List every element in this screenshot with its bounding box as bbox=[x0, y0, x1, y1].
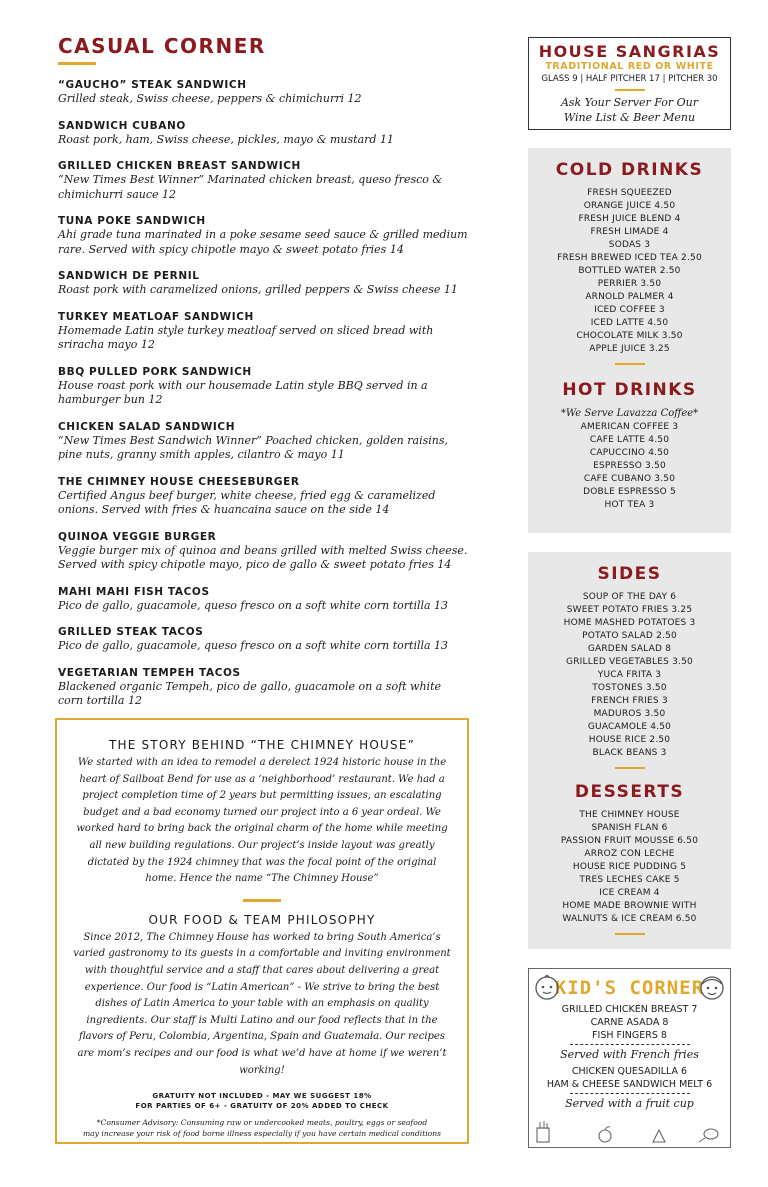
drink-item: ESPRESSO 3.50 bbox=[593, 461, 666, 471]
menu-item-description: Veggie burger mix of quinoa and beans grilled with melted Swiss cheese. Served with spicy chipotle mayo, pico de gallo & sweet potato fries 14 bbox=[58, 543, 468, 571]
side-item: GRILLED VEGETABLES 3.50 bbox=[566, 657, 693, 667]
drink-item: PERRIER 3.50 bbox=[597, 279, 662, 289]
lavazza-note: *We Serve Lavazza Coffee* bbox=[560, 408, 699, 419]
menu-item-description: Blackened organic Tempeh, pico de gallo, guacamole on a soft white corn tortilla 12 bbox=[58, 679, 442, 707]
menu-item-description: “New Times Best Winner” Marinated chicken breast, queso fresco & chimichurri sauce 12 bbox=[58, 173, 443, 201]
gratuity-line-2: FOR PARTIES OF 6+ - GRATUITY OF 20% ADDED TO CHECK bbox=[135, 1102, 389, 1111]
drink-item: FRESH JUICE BLEND 4 bbox=[578, 214, 681, 224]
dessert-item: HOUSE RICE PUDDING 5 bbox=[572, 862, 687, 872]
advisory-line-2: may increase your risk of food borne illness especially if you have certain medical conditions bbox=[82, 1128, 442, 1138]
menu-item-name: “GAUCHO” STEAK SANDWICH bbox=[58, 79, 247, 91]
dessert-item: PASSION FRUIT MOUSSE 6.50 bbox=[560, 836, 699, 846]
menu-item bbox=[58, 270, 468, 298]
dessert-item: THE CHIMNEY HOUSE bbox=[579, 810, 680, 820]
dessert-item: ARROZ CON LECHE bbox=[584, 849, 675, 859]
side-item: SWEET POTATO FRIES 3.25 bbox=[566, 605, 693, 615]
side-item: FRENCH FRIES 3 bbox=[591, 696, 668, 706]
gratuity-line-1: GRATUITY NOT INCLUDED - MAY WE SUGGEST 18% bbox=[152, 1092, 372, 1101]
menu-item-name: SANDWICH DE PERNIL bbox=[58, 270, 200, 282]
side-item: YUCA FRITA 3 bbox=[597, 670, 662, 680]
sangria-note-2: Wine List & Beer Menu bbox=[563, 111, 696, 124]
drink-item: ARNOLD PALMER 4 bbox=[585, 292, 674, 302]
side-item: SOUP OF THE DAY 6 bbox=[582, 592, 677, 602]
casual-items-list bbox=[58, 79, 468, 709]
menu-item-description: Roast pork with caramelized onions, grilled peppers & Swiss cheese 11 bbox=[58, 283, 458, 296]
sides-desserts-panel bbox=[528, 552, 731, 949]
menu-item-description: Grilled steak, Swiss cheese, peppers & chimichurri 12 bbox=[58, 92, 362, 105]
menu-item bbox=[58, 626, 468, 654]
kids-menu-item: CHICKEN QUESADILLA 6 bbox=[571, 1066, 688, 1077]
kid-face-icon bbox=[698, 973, 726, 1001]
desserts-title: DESSERTS bbox=[574, 782, 685, 802]
menu-item-name: BBQ PULLED PORK SANDWICH bbox=[58, 365, 252, 378]
menu-item-name: GRILLED STEAK TACOS bbox=[58, 626, 204, 638]
sides-divider bbox=[615, 767, 645, 769]
kids-menu-item: HAM & CHEESE SANDWICH MELT 6 bbox=[546, 1079, 713, 1090]
sangria-subtitle: TRADITIONAL RED OR WHITE bbox=[545, 61, 714, 72]
kids-menu-item: GRILLED CHICKEN BREAST 7 bbox=[561, 1004, 698, 1015]
menu-item-name: SANDWICH CUBANO bbox=[58, 119, 186, 132]
menu-item-name: MAHI MAHI FISH TACOS bbox=[58, 585, 210, 598]
philosophy-heading: OUR FOOD & TEAM PHILOSOPHY bbox=[148, 912, 376, 927]
menu-item-name: QUINOA VEGGIE BURGER bbox=[58, 530, 217, 543]
menu-item-description: Pico de gallo, guacamole, queso fresco on a soft white corn tortilla 13 bbox=[58, 598, 449, 612]
menu-item bbox=[58, 421, 468, 463]
dessert-item: ICE CREAM 4 bbox=[599, 888, 660, 898]
menu-item-description: “New Times Best Sandwich Winner” Poached chicken, golden raisins, pine nuts, granny smith apples, cilantro & mayo 11 bbox=[58, 433, 448, 461]
drink-item: CAFE LATTE 4.50 bbox=[589, 435, 670, 445]
kids-menu-item: CARNE ASADA 8 bbox=[590, 1017, 669, 1028]
side-item: MADUROS 3.50 bbox=[593, 709, 666, 719]
drinks-panel bbox=[528, 148, 731, 533]
drink-item: AMERICAN COFFEE 3 bbox=[580, 422, 679, 432]
sides-title: SIDES bbox=[597, 564, 662, 584]
cold-drinks-divider bbox=[615, 363, 645, 365]
sides-list bbox=[528, 591, 731, 760]
menu-item-description: House roast pork with our housemade Latin style BBQ served in a hamburger bun 12 bbox=[58, 378, 428, 406]
menu-item bbox=[58, 531, 468, 573]
menu-item bbox=[58, 667, 468, 709]
gratuity-note bbox=[73, 1091, 451, 1111]
menu-item bbox=[58, 79, 468, 107]
kids-group-2 bbox=[529, 1065, 730, 1091]
hot-drinks-list bbox=[528, 421, 731, 512]
kids-note-fruit: Served with a fruit cup bbox=[565, 1097, 694, 1110]
menu-item bbox=[58, 311, 468, 353]
sangria-box bbox=[528, 37, 731, 130]
kids-corner-box bbox=[528, 968, 731, 1148]
drink-item: FRESH LIMADE 4 bbox=[590, 227, 669, 237]
menu-item-name: VEGETARIAN TEMPEH TACOS bbox=[58, 666, 241, 679]
sangria-prices: GLASS 9 | HALF PITCHER 17 | PITCHER 30 bbox=[541, 74, 718, 84]
sangria-note-1: Ask Your Server For Our bbox=[560, 96, 699, 109]
side-item: BLACK BEANS 3 bbox=[592, 748, 667, 758]
sangria-divider bbox=[615, 89, 645, 91]
casual-corner-section bbox=[58, 34, 468, 722]
menu-item-description: Homemade Latin style turkey meatloaf served on sliced bread with sriracha mayo 12 bbox=[58, 323, 434, 351]
sangria-title: HOUSE SANGRIAS bbox=[538, 42, 721, 61]
consumer-advisory bbox=[73, 1118, 451, 1139]
dessert-item: HOME MADE BROWNIE WITH bbox=[562, 901, 697, 911]
side-item: HOUSE RICE 2.50 bbox=[588, 735, 671, 745]
hot-drinks-title: HOT DRINKS bbox=[562, 380, 697, 400]
menu-item bbox=[58, 215, 468, 257]
drink-item: CAPUCCINO 4.50 bbox=[589, 448, 670, 458]
kids-dashed-divider bbox=[570, 1044, 690, 1045]
menu-item-description: Roast pork, ham, Swiss cheese, pickles, mayo & mustard 11 bbox=[58, 132, 394, 146]
menu-item-description: Certified Angus beef burger, white cheese, fried egg & caramelized onions. Served with fries & huancaina sauce on the side 14 bbox=[58, 488, 436, 516]
menu-item-name: GRILLED CHICKEN BREAST SANDWICH bbox=[58, 160, 301, 172]
side-item: TOSTONES 3.50 bbox=[592, 683, 667, 693]
food-doodles-icon bbox=[535, 1120, 725, 1144]
kids-group-1 bbox=[529, 1003, 730, 1042]
cold-drinks-list bbox=[528, 187, 731, 356]
drink-item: CHOCOLATE MILK 3.50 bbox=[576, 331, 683, 341]
drink-item: ORANGE JUICE 4.50 bbox=[583, 201, 676, 211]
side-item: POTATO SALAD 2.50 bbox=[582, 631, 677, 641]
casual-corner-title: CASUAL CORNER bbox=[58, 34, 266, 58]
desserts-list bbox=[528, 809, 731, 926]
title-divider bbox=[58, 62, 96, 65]
side-item: GARDEN SALAD 8 bbox=[587, 644, 672, 654]
drink-item: FRESH BREWED ICED TEA 2.50 bbox=[557, 253, 702, 263]
menu-item-description: Ahi grade tuna marinated in a poke sesame seed sauce & grilled medium rare. Served with spicy chipotle mayo & sweet potato fries 14 bbox=[58, 228, 468, 256]
menu-item-name: CHICKEN SALAD SANDWICH bbox=[58, 420, 236, 433]
menu-item bbox=[58, 160, 468, 202]
drink-item: DOBLE ESPRESSO 5 bbox=[583, 487, 676, 497]
desserts-divider bbox=[615, 933, 645, 935]
kids-menu-item: FISH FINGERS 8 bbox=[592, 1030, 667, 1041]
drink-item: CAFE CUBANO 3.50 bbox=[583, 474, 676, 484]
dessert-item: WALNUTS & ICE CREAM 6.50 bbox=[562, 914, 697, 924]
story-heading: THE STORY BEHIND “THE CHIMNEY HOUSE” bbox=[108, 738, 416, 752]
kids-note-fries: Served with French fries bbox=[560, 1048, 699, 1061]
advisory-line-1: *Consumer Advisory: Consuming raw or undercooked meats, poultry, eggs or seafood bbox=[96, 1118, 428, 1128]
menu-item bbox=[58, 476, 468, 518]
menu-item bbox=[58, 366, 468, 408]
kids-dashed-divider-2 bbox=[570, 1093, 690, 1094]
side-item: GUACAMOLE 4.50 bbox=[587, 722, 672, 732]
drink-item: FRESH SQUEEZED bbox=[587, 188, 672, 198]
drink-item: HOT TEA 3 bbox=[604, 500, 655, 510]
story-divider bbox=[243, 899, 281, 902]
story-text: We started with an idea to remodel a derelect 1924 historic house in the heart of Sailboat Bend for use as a ‘neighborhood’ restaurant. We had a project completion time of 2 years but permitting issues, an escalating budget and a bad economy turned our project into a 6 year ordeal. We worked hard to bring back the original charm of the home while meeting all new building regulations. Our project’s inside layout was greatly dictated by the 1924 chimney that was the focal point of the original home. Hence the name “The Chimney House” bbox=[76, 757, 448, 885]
menu-item-name: TURKEY MEATLOAF SANDWICH bbox=[58, 310, 254, 323]
menu-item bbox=[58, 586, 468, 614]
dessert-item: TRES LECHES CAKE 5 bbox=[579, 875, 680, 885]
drink-item: ICED COFFEE 3 bbox=[594, 305, 665, 315]
side-item: HOME MASHED POTATOES 3 bbox=[563, 618, 696, 628]
drink-item: SODAS 3 bbox=[608, 240, 651, 250]
baby-face-icon bbox=[533, 973, 561, 1001]
drink-item: APPLE JUICE 3.25 bbox=[589, 344, 670, 354]
story-box bbox=[55, 718, 469, 1144]
menu-item-name: THE CHIMNEY HOUSE CHEESEBURGER bbox=[58, 475, 300, 488]
cold-drinks-title: COLD DRINKS bbox=[555, 160, 704, 180]
menu-item bbox=[58, 120, 468, 148]
kids-corner-title: KID'S CORNER bbox=[554, 977, 705, 999]
menu-item-name: TUNA POKE SANDWICH bbox=[58, 215, 206, 227]
drink-item: ICED LATTE 4.50 bbox=[590, 318, 669, 328]
menu-item-description: Pico de gallo, guacamole, queso fresco on a soft white corn tortilla 13 bbox=[58, 639, 449, 652]
philosophy-text: Since 2012, The Chimney House has worked to bring South America’s varied gastronomy to its guests in a comfortable and inviting environment with thoughtful service and a staff that cares about delivering a great experience. Our food is “Latin American” - We strive to bring the best dishes of Latin America to your table with an emphasis on quality ingredients. Our staff is Multi Latino and our food reflects that in the flavors of Peru, Colombia, Argentina, Spain and Guatemala. Our recipes are mom’s recipes and our food is what we’d have at home if we weren’t working! bbox=[73, 931, 451, 1076]
drink-item: BOTTLED WATER 2.50 bbox=[578, 266, 681, 276]
dessert-item: SPANISH FLAN 6 bbox=[591, 823, 668, 833]
